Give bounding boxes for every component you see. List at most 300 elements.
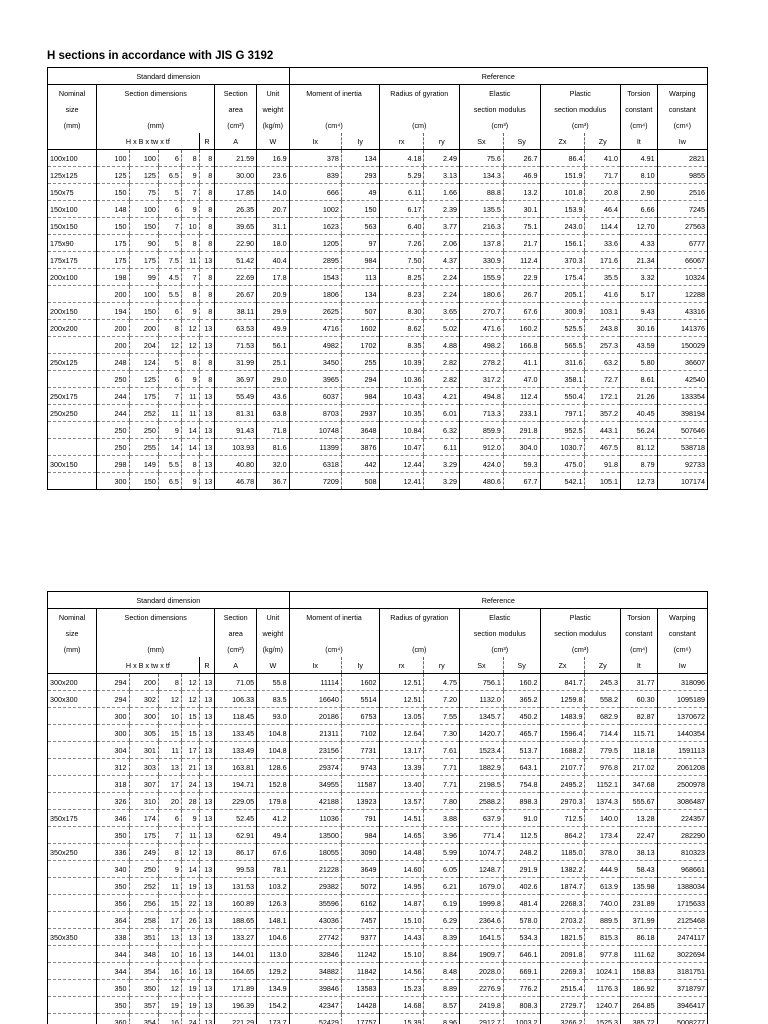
cell-torsion-It: 158.83 <box>621 963 658 980</box>
cell-height-H: 250 <box>97 422 129 439</box>
unit-weight-subheader: weight <box>257 101 289 117</box>
cell-plastic-Zx: 2107.7 <box>540 759 585 776</box>
cell-radius-R: 13 <box>199 708 215 725</box>
cell-section-area-A: 40.80 <box>215 456 257 473</box>
nominal-size-header: Nominal <box>48 609 97 626</box>
cell-warping-Iw: 1388034 <box>657 878 707 895</box>
cell-unit-weight-W: 179.8 <box>257 793 289 810</box>
cell-plastic-Zy: 443.1 <box>585 422 621 439</box>
cell-unit-weight-W: 113.0 <box>257 946 289 963</box>
cell-torsion-It: 8.79 <box>621 456 658 473</box>
cell-radius-rx: 14.48 <box>379 844 424 861</box>
cell-torsion-It: 30.16 <box>621 320 658 337</box>
cell-plastic-Zx: 1874.7 <box>540 878 585 895</box>
table-row <box>48 150 708 167</box>
cell-torsion-It: 8.10 <box>621 167 658 184</box>
cell-web-tw: 17 <box>158 776 181 793</box>
cell-width-B: 75 <box>129 184 158 201</box>
cell-moment-Ix: 20186 <box>289 708 341 725</box>
symbol-W: W <box>257 657 289 674</box>
cell-width-B: 175 <box>129 388 158 405</box>
cell-radius-ry: 7.30 <box>424 725 460 742</box>
cell-web-tw: 11 <box>158 742 181 759</box>
cell-plastic-Zy: 977.8 <box>585 946 621 963</box>
cell-radius-R: 13 <box>199 997 215 1014</box>
cell-radius-rx: 14.43 <box>379 929 424 946</box>
cell-elastic-Sy: 365.2 <box>503 691 540 708</box>
cell-width-B: 250 <box>129 422 158 439</box>
cell-nominal-size: 300x150 <box>48 456 97 473</box>
cell-section-area-A: 71.05 <box>215 674 257 691</box>
cell-torsion-It: 371.99 <box>621 912 658 929</box>
cell-elastic-Sx: 1999.8 <box>460 895 504 912</box>
cell-moment-Ix: 4982 <box>289 337 341 354</box>
symbol-W: W <box>257 133 289 150</box>
cell-plastic-Zx: 311.6 <box>540 354 585 371</box>
cell-warping-Iw: 2500978 <box>657 776 707 793</box>
cell-unit-weight-W: 49.9 <box>257 320 289 337</box>
cell-torsion-It: 40.45 <box>621 405 658 422</box>
cell-flange-tf: 9 <box>181 201 199 218</box>
section-dimensions-header: Section dimensions <box>97 85 215 102</box>
cell-moment-Iy: 7731 <box>341 742 379 759</box>
cell-elastic-Sy: 643.1 <box>503 759 540 776</box>
cell-radius-rx: 13.40 <box>379 776 424 793</box>
cell-unit-weight-W: 16.9 <box>257 150 289 167</box>
cell-plastic-Zy: 714.4 <box>585 725 621 742</box>
cell-section-area-A: 21.59 <box>215 150 257 167</box>
cell-warping-Iw: 968661 <box>657 861 707 878</box>
cell-plastic-Zy: 444.9 <box>585 861 621 878</box>
cell-unit-weight-W: 14.0 <box>257 184 289 201</box>
cell-warping-Iw: 398194 <box>657 405 707 422</box>
cell-flange-tf: 26 <box>181 912 199 929</box>
symbol-Zy: Zy <box>585 657 621 674</box>
cell-moment-Ix: 4716 <box>289 320 341 337</box>
cell-moment-Iy: 255 <box>341 354 379 371</box>
cell-radius-rx: 13.57 <box>379 793 424 810</box>
cell-torsion-It: 4.91 <box>621 150 658 167</box>
cell-plastic-Zx: 358.1 <box>540 371 585 388</box>
cell-unit-weight-W: 29.9 <box>257 303 289 320</box>
table-row <box>48 997 708 1014</box>
table-row <box>48 286 708 303</box>
table-row <box>48 201 708 218</box>
cell-plastic-Zy: 740.0 <box>585 895 621 912</box>
cell-flange-tf: 9 <box>181 371 199 388</box>
cell-unit-weight-W: 134.9 <box>257 980 289 997</box>
cell-radius-R: 13 <box>199 844 215 861</box>
cell-unit-weight-W: 154.2 <box>257 997 289 1014</box>
cell-width-B: 310 <box>129 793 158 810</box>
cell-height-H: 350 <box>97 878 129 895</box>
cell-radius-ry: 3.29 <box>424 456 460 473</box>
cell-plastic-Zy: 105.1 <box>585 473 621 490</box>
cell-elastic-Sy: 291.8 <box>503 422 540 439</box>
cell-elastic-Sx: 155.9 <box>460 269 504 286</box>
cell-radius-ry: 8.57 <box>424 997 460 1014</box>
cell-plastic-Zx: 156.1 <box>540 235 585 252</box>
cell-width-B: 200 <box>129 674 158 691</box>
cell-web-tw: 12 <box>158 337 181 354</box>
cell-section-area-A: 30.00 <box>215 167 257 184</box>
cell-radius-ry: 2.24 <box>424 286 460 303</box>
cell-radius-R: 13 <box>199 810 215 827</box>
cell-radius-rx: 15.39 <box>379 1014 424 1024</box>
table-row <box>48 708 708 725</box>
cell-elastic-Sy: 248.2 <box>503 844 540 861</box>
cell-elastic-Sx: 713.3 <box>460 405 504 422</box>
moment-of-inertia-header: Moment of inertia <box>289 609 379 626</box>
cell-section-area-A: 46.78 <box>215 473 257 490</box>
cell-plastic-Zy: 558.2 <box>585 691 621 708</box>
cell-warping-Iw: 6777 <box>657 235 707 252</box>
symbol-It: It <box>621 133 658 150</box>
cell-section-area-A: 22.69 <box>215 269 257 286</box>
cell-plastic-Zy: 889.5 <box>585 912 621 929</box>
cell-moment-Ix: 39846 <box>289 980 341 997</box>
cell-nominal-size <box>48 725 97 742</box>
cell-moment-Ix: 32846 <box>289 946 341 963</box>
symbol-Zy: Zy <box>585 133 621 150</box>
cell-radius-rx: 14.95 <box>379 878 424 895</box>
cell-radius-ry: 4.88 <box>424 337 460 354</box>
torsion-constant-header: Torsion <box>621 609 658 626</box>
cell-flange-tf: 10 <box>181 218 199 235</box>
cell-elastic-Sy: 26.7 <box>503 286 540 303</box>
cell-radius-R: 8 <box>199 201 215 218</box>
cell-warping-Iw: 36607 <box>657 354 707 371</box>
cell-elastic-Sx: 75.6 <box>460 150 504 167</box>
cell-height-H: 100 <box>97 150 129 167</box>
cell-height-H: 194 <box>97 303 129 320</box>
cell-moment-Ix: 42347 <box>289 997 341 1014</box>
cell-elastic-Sy: 59.3 <box>503 456 540 473</box>
cell-radius-rx: 13.39 <box>379 759 424 776</box>
cell-elastic-Sy: 808.3 <box>503 997 540 1014</box>
cell-radius-ry: 5.99 <box>424 844 460 861</box>
cell-section-area-A: 171.89 <box>215 980 257 997</box>
cell-plastic-Zy: 357.2 <box>585 405 621 422</box>
cell-plastic-Zy: 245.3 <box>585 674 621 691</box>
cell-nominal-size: 250x175 <box>48 388 97 405</box>
cell-moment-Ix: 839 <box>289 167 341 184</box>
table-row <box>48 691 708 708</box>
cell-unit-weight-W: 173.7 <box>257 1014 289 1024</box>
cell-torsion-It: 82.87 <box>621 708 658 725</box>
cell-nominal-size: 150x75 <box>48 184 97 201</box>
cell-elastic-Sx: 494.8 <box>460 388 504 405</box>
table-row <box>48 354 708 371</box>
cell-plastic-Zx: 175.4 <box>540 269 585 286</box>
cell-web-tw: 6 <box>158 201 181 218</box>
cell-section-area-A: 99.53 <box>215 861 257 878</box>
cell-moment-Iy: 5514 <box>341 691 379 708</box>
cell-nominal-size <box>48 371 97 388</box>
cell-warping-Iw: 810323 <box>657 844 707 861</box>
table-row <box>48 878 708 895</box>
cell-elastic-Sx: 216.3 <box>460 218 504 235</box>
radius-of-gyration-header: Radius of gyration <box>379 609 460 626</box>
cell-plastic-Zy: 33.6 <box>585 235 621 252</box>
cell-unit-weight-W: 71.8 <box>257 422 289 439</box>
cell-nominal-size <box>48 861 97 878</box>
cell-flange-tf: 21 <box>181 759 199 776</box>
cell-unit-weight-W: 49.4 <box>257 827 289 844</box>
cell-unit-weight-W: 128.6 <box>257 759 289 776</box>
cell-unit-weight-W: 40.4 <box>257 252 289 269</box>
cell-unit-weight-W: 20.9 <box>257 286 289 303</box>
cell-radius-rx: 8.35 <box>379 337 424 354</box>
cell-moment-Ix: 10748 <box>289 422 341 439</box>
cell-flange-tf: 28 <box>181 793 199 810</box>
section-area-header: Section <box>215 85 257 102</box>
cell-radius-ry: 7.55 <box>424 708 460 725</box>
cell-nominal-size <box>48 708 97 725</box>
cell-radius-R: 13 <box>199 725 215 742</box>
table-row <box>48 371 708 388</box>
cell-flange-tf: 16 <box>181 946 199 963</box>
cell-elastic-Sx: 2276.9 <box>460 980 504 997</box>
cell-unit-weight-W: 31.1 <box>257 218 289 235</box>
cell-plastic-Zx: 151.9 <box>540 167 585 184</box>
standard-dimension-header: Standard dimension <box>48 68 290 85</box>
cell-plastic-Zx: 525.5 <box>540 320 585 337</box>
cell-moment-Ix: 6318 <box>289 456 341 473</box>
torsion-constant-unit: (cm⁴) <box>621 641 658 657</box>
cell-flange-tf: 16 <box>181 963 199 980</box>
cell-web-tw: 9 <box>158 861 181 878</box>
cell-plastic-Zx: 205.1 <box>540 286 585 303</box>
cell-web-tw: 5 <box>158 235 181 252</box>
cell-elastic-Sy: 898.3 <box>503 793 540 810</box>
cell-plastic-Zx: 2268.3 <box>540 895 585 912</box>
cell-elastic-Sx: 1420.7 <box>460 725 504 742</box>
cell-elastic-Sy: 513.7 <box>503 742 540 759</box>
cell-moment-Iy: 442 <box>341 456 379 473</box>
cell-moment-Ix: 1002 <box>289 201 341 218</box>
cell-elastic-Sx: 330.9 <box>460 252 504 269</box>
cell-width-B: 307 <box>129 776 158 793</box>
cell-radius-R: 8 <box>199 303 215 320</box>
table-row <box>48 742 708 759</box>
cell-radius-rx: 15.23 <box>379 980 424 997</box>
cell-elastic-Sx: 2912.7 <box>460 1014 504 1024</box>
table-row <box>48 1014 708 1024</box>
table-1-body <box>48 150 708 490</box>
cell-plastic-Zx: 542.1 <box>540 473 585 490</box>
table-row <box>48 218 708 235</box>
table-row <box>48 929 708 946</box>
cell-radius-rx: 14.56 <box>379 963 424 980</box>
cell-height-H: 318 <box>97 776 129 793</box>
cell-radius-rx: 8.30 <box>379 303 424 320</box>
radius-of-gyration-unit: (cm) <box>379 641 460 657</box>
cell-radius-R: 13 <box>199 946 215 963</box>
cell-width-B: 354 <box>129 963 158 980</box>
cell-elastic-Sx: 471.6 <box>460 320 504 337</box>
cell-unit-weight-W: 67.6 <box>257 844 289 861</box>
cell-radius-rx: 5.29 <box>379 167 424 184</box>
cell-torsion-It: 21.34 <box>621 252 658 269</box>
cell-moment-Iy: 1602 <box>341 674 379 691</box>
cell-moment-Ix: 16640 <box>289 691 341 708</box>
cell-radius-ry: 8.89 <box>424 980 460 997</box>
cell-nominal-size <box>48 776 97 793</box>
cell-torsion-It: 21.26 <box>621 388 658 405</box>
cell-moment-Iy: 13923 <box>341 793 379 810</box>
cell-torsion-It: 60.30 <box>621 691 658 708</box>
cell-radius-R: 13 <box>199 895 215 912</box>
cell-height-H: 148 <box>97 201 129 218</box>
cell-plastic-Zx: 1483.9 <box>540 708 585 725</box>
cell-radius-R: 8 <box>199 150 215 167</box>
table-row <box>48 405 708 422</box>
cell-moment-Ix: 378 <box>289 150 341 167</box>
cell-moment-Ix: 11036 <box>289 810 341 827</box>
cell-nominal-size <box>48 1014 97 1024</box>
cell-unit-weight-W: 104.6 <box>257 929 289 946</box>
cell-unit-weight-W: 83.5 <box>257 691 289 708</box>
cell-warping-Iw: 27563 <box>657 218 707 235</box>
cell-elastic-Sx: 134.3 <box>460 167 504 184</box>
cell-radius-ry: 5.02 <box>424 320 460 337</box>
cell-radius-rx: 12.44 <box>379 456 424 473</box>
symbol-Sy: Sy <box>503 133 540 150</box>
cell-unit-weight-W: 78.1 <box>257 861 289 878</box>
cell-section-area-A: 103.93 <box>215 439 257 456</box>
cell-web-tw: 4.5 <box>158 269 181 286</box>
cell-radius-R: 13 <box>199 388 215 405</box>
torsion-constant-unit: (cm⁴) <box>621 117 658 133</box>
cell-moment-Iy: 508 <box>341 473 379 490</box>
cell-plastic-Zy: 1176.3 <box>585 980 621 997</box>
cell-elastic-Sx: 1882.9 <box>460 759 504 776</box>
cell-flange-tf: 15 <box>181 725 199 742</box>
cell-elastic-Sx: 637.9 <box>460 810 504 827</box>
cell-unit-weight-W: 126.3 <box>257 895 289 912</box>
cell-elastic-Sx: 756.1 <box>460 674 504 691</box>
cell-nominal-size: 200x150 <box>48 303 97 320</box>
table-2-body <box>48 674 708 1024</box>
cell-radius-ry: 6.05 <box>424 861 460 878</box>
cell-plastic-Zx: 2729.7 <box>540 997 585 1014</box>
cell-radius-ry: 8.84 <box>424 946 460 963</box>
nominal-size-header: Nominal <box>48 85 97 102</box>
cell-plastic-Zy: 976.8 <box>585 759 621 776</box>
cell-web-tw: 11 <box>158 878 181 895</box>
cell-web-tw: 6 <box>158 303 181 320</box>
cell-plastic-Zx: 2091.8 <box>540 946 585 963</box>
cell-moment-Iy: 2937 <box>341 405 379 422</box>
cell-plastic-Zy: 140.0 <box>585 810 621 827</box>
cell-unit-weight-W: 93.0 <box>257 708 289 725</box>
cell-nominal-size <box>48 337 97 354</box>
cell-flange-tf: 19 <box>181 878 199 895</box>
cell-radius-R: 8 <box>199 371 215 388</box>
cell-radius-R: 8 <box>199 218 215 235</box>
warping-constant-header: Warping <box>657 85 707 102</box>
cell-elastic-Sy: 112.4 <box>503 252 540 269</box>
cell-moment-Iy: 7102 <box>341 725 379 742</box>
cell-radius-R: 13 <box>199 473 215 490</box>
cell-unit-weight-W: 36.7 <box>257 473 289 490</box>
cell-plastic-Zx: 86.4 <box>540 150 585 167</box>
standard-dimension-header: Standard dimension <box>48 592 290 609</box>
cell-unit-weight-W: 129.2 <box>257 963 289 980</box>
cell-torsion-It: 81.12 <box>621 439 658 456</box>
cell-warping-Iw: 133354 <box>657 388 707 405</box>
cell-plastic-Zy: 172.1 <box>585 388 621 405</box>
cell-torsion-It: 13.28 <box>621 810 658 827</box>
cell-web-tw: 8 <box>158 320 181 337</box>
cell-radius-ry: 8.96 <box>424 1014 460 1024</box>
cell-section-area-A: 144.01 <box>215 946 257 963</box>
cell-elastic-Sy: 534.3 <box>503 929 540 946</box>
cell-elastic-Sy: 304.0 <box>503 439 540 456</box>
cell-warping-Iw: 1440354 <box>657 725 707 742</box>
symbol-Iy: Iy <box>341 657 379 674</box>
cell-moment-Iy: 563 <box>341 218 379 235</box>
cell-section-area-A: 229.05 <box>215 793 257 810</box>
cell-plastic-Zy: 1374.3 <box>585 793 621 810</box>
cell-unit-weight-W: 104.8 <box>257 742 289 759</box>
cell-radius-rx: 10.39 <box>379 354 424 371</box>
cell-flange-tf: 13 <box>181 929 199 946</box>
cell-radius-ry: 2.82 <box>424 371 460 388</box>
cell-height-H: 300 <box>97 473 129 490</box>
cell-warping-Iw: 141376 <box>657 320 707 337</box>
cell-web-tw: 7 <box>158 827 181 844</box>
cell-height-H: 250 <box>97 439 129 456</box>
cell-web-tw: 6.5 <box>158 473 181 490</box>
cell-elastic-Sy: 26.7 <box>503 150 540 167</box>
table-row <box>48 674 708 691</box>
table-row <box>48 946 708 963</box>
cell-nominal-size <box>48 742 97 759</box>
cell-nominal-size <box>48 912 97 929</box>
cell-elastic-Sy: 754.8 <box>503 776 540 793</box>
cell-radius-ry: 6.21 <box>424 878 460 895</box>
cell-radius-R: 13 <box>199 252 215 269</box>
cell-width-B: 255 <box>129 439 158 456</box>
cell-moment-Iy: 1702 <box>341 337 379 354</box>
cell-elastic-Sy: 21.7 <box>503 235 540 252</box>
cell-unit-weight-W: 152.8 <box>257 776 289 793</box>
cell-torsion-It: 56.24 <box>621 422 658 439</box>
cell-moment-Iy: 7457 <box>341 912 379 929</box>
cell-moment-Iy: 17757 <box>341 1014 379 1024</box>
cell-section-area-A: 52.45 <box>215 810 257 827</box>
cell-height-H: 344 <box>97 963 129 980</box>
cell-elastic-Sy: 160.2 <box>503 674 540 691</box>
cell-width-B: 125 <box>129 371 158 388</box>
cell-nominal-size: 300x200 <box>48 674 97 691</box>
cell-torsion-It: 3.32 <box>621 269 658 286</box>
cell-web-tw: 15 <box>158 895 181 912</box>
cell-web-tw: 5 <box>158 354 181 371</box>
cell-plastic-Zx: 1259.8 <box>540 691 585 708</box>
cell-width-B: 252 <box>129 405 158 422</box>
cell-moment-Ix: 3965 <box>289 371 341 388</box>
cell-plastic-Zy: 41.6 <box>585 286 621 303</box>
cell-radius-R: 13 <box>199 827 215 844</box>
cell-torsion-It: 22.47 <box>621 827 658 844</box>
cell-moment-Ix: 18055 <box>289 844 341 861</box>
cell-web-tw: 6 <box>158 371 181 388</box>
cell-height-H: 350 <box>97 827 129 844</box>
cell-flange-tf: 8 <box>181 150 199 167</box>
